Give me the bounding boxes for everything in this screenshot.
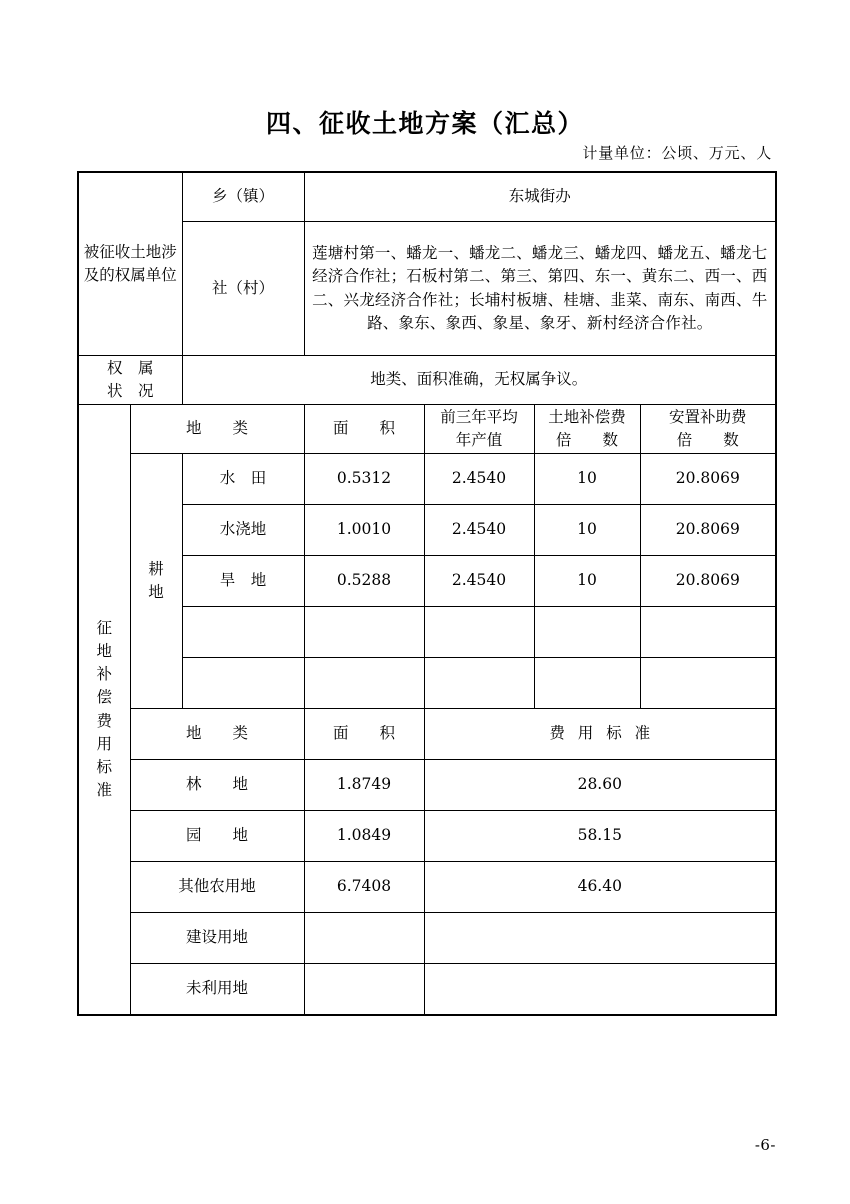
land-requisition-summary-table [77, 171, 777, 1016]
farmland-group-label [130, 454, 182, 709]
table-row [78, 862, 776, 913]
cell-average-yield: 2.4540 [424, 556, 534, 607]
table-header-row-upper [78, 405, 776, 454]
side-label-char-2: 补 [96, 665, 112, 683]
cell-land-type: 水浇地 [182, 505, 304, 556]
side-label-char-7: 准 [96, 781, 112, 800]
cell-area: 1.0849 [304, 811, 424, 862]
cell-resettlement-multiple [640, 658, 776, 709]
column-header-area-lower: 面 积 [304, 709, 424, 760]
cell-area [304, 964, 424, 1016]
village-label: 社（村） [182, 222, 304, 356]
cell-land-type: 园 地 [130, 811, 304, 862]
table-row-township [78, 172, 776, 222]
village-value: 莲塘村第一、蟠龙一、蟠龙二、蟠龙三、蟠龙四、蟠龙五、蟠龙七经济合作社；石板村第二、第三、第四、东一、黄东二、西一、西二、兴龙经济合作社；长埔村板塘、桂塘、韭菜、南东、南西、牛路、象东、象西、象星、象牙、新村经济合作社。 [304, 222, 776, 356]
side-label-char-4: 费 [96, 711, 112, 730]
table-header-row-lower [78, 709, 776, 760]
side-label-char-1: 地 [96, 641, 112, 660]
cell-area [304, 658, 424, 709]
avg-yield-line1: 前三年平均 [440, 407, 518, 426]
table-row [78, 964, 776, 1016]
column-header-land-type-upper: 地 类 [130, 405, 304, 454]
cell-land-type [182, 658, 304, 709]
column-header-land-type-lower: 地 类 [130, 709, 304, 760]
table-row [78, 811, 776, 862]
cell-fee-standard: 46.40 [424, 862, 776, 913]
cell-fee-standard [424, 964, 776, 1016]
column-header-fee-standard: 费 用 标 准 [424, 709, 776, 760]
table-row [78, 760, 776, 811]
table-row [78, 505, 776, 556]
page-number: -6- [754, 1136, 776, 1154]
ownership-units-row-label: 被征收土地涉及的权属单位 [78, 172, 182, 356]
column-header-area-upper: 面 积 [304, 405, 424, 454]
ownership-status-label-line2: 状 况 [107, 382, 154, 400]
side-label-char-6: 标 [96, 758, 112, 776]
table-row [78, 454, 776, 505]
table-row-ownership-status [78, 356, 776, 405]
page-title: 四、征收土地方案（汇总） [265, 109, 584, 138]
table-row [78, 913, 776, 964]
ownership-status-label [78, 356, 182, 405]
table-row [78, 607, 776, 658]
cell-average-yield [424, 658, 534, 709]
ownership-status-value: 地类、面积准确，无权属争议。 [182, 356, 776, 405]
township-label: 乡（镇） [182, 172, 304, 222]
compensation-standard-side-label [78, 405, 130, 1016]
side-label-char-0: 征 [96, 618, 112, 637]
land-comp-line2: 倍 数 [556, 431, 619, 449]
table-row [78, 658, 776, 709]
cell-land-compensation-multiple [534, 658, 640, 709]
column-header-land-compensation-multiple [534, 405, 640, 454]
cell-area: 1.8749 [304, 760, 424, 811]
cell-average-yield: 2.4540 [424, 454, 534, 505]
measurement-unit-note: 计量单位：公顷、万元、人 [582, 144, 772, 162]
cell-resettlement-multiple: 20.8069 [640, 556, 776, 607]
cell-fee-standard [424, 913, 776, 964]
cell-resettlement-multiple [640, 607, 776, 658]
cell-area: 0.5312 [304, 454, 424, 505]
cell-land-type: 其他农用地 [130, 862, 304, 913]
cell-land-compensation-multiple [534, 607, 640, 658]
side-label-char-5: 用 [96, 734, 112, 753]
cell-fee-standard: 58.15 [424, 811, 776, 862]
cell-area [304, 913, 424, 964]
township-value: 东城街办 [304, 172, 776, 222]
cell-area: 0.5288 [304, 556, 424, 607]
farmland-label-char-1: 地 [148, 583, 164, 601]
cell-land-type: 建设用地 [130, 913, 304, 964]
avg-yield-line2: 年产值 [455, 431, 503, 449]
cell-resettlement-multiple: 20.8069 [640, 454, 776, 505]
cell-area: 1.0010 [304, 505, 424, 556]
cell-land-type: 林 地 [130, 760, 304, 811]
side-label-char-3: 偿 [96, 688, 112, 707]
farmland-label-char-0: 耕 [148, 559, 164, 578]
cell-area [304, 607, 424, 658]
column-header-resettlement-subsidy-multiple [640, 405, 776, 454]
cell-land-type: 水 田 [182, 454, 304, 505]
ownership-status-label-line1: 权 属 [107, 358, 154, 377]
cell-average-yield [424, 607, 534, 658]
cell-resettlement-multiple: 20.8069 [640, 505, 776, 556]
cell-land-compensation-multiple: 10 [534, 454, 640, 505]
column-header-average-annual-yield [424, 405, 534, 454]
cell-land-type: 未利用地 [130, 964, 304, 1016]
table-row [78, 556, 776, 607]
cell-land-type: 旱 地 [182, 556, 304, 607]
resettle-line2: 倍 数 [676, 431, 739, 449]
cell-land-compensation-multiple: 10 [534, 505, 640, 556]
table-row-village [78, 222, 776, 356]
cell-land-compensation-multiple: 10 [534, 556, 640, 607]
cell-fee-standard: 28.60 [424, 760, 776, 811]
cell-area: 6.7408 [304, 862, 424, 913]
land-comp-line1: 土地补偿费 [548, 407, 626, 426]
cell-average-yield: 2.4540 [424, 505, 534, 556]
cell-land-type [182, 607, 304, 658]
resettle-line1: 安置补助费 [669, 407, 747, 426]
